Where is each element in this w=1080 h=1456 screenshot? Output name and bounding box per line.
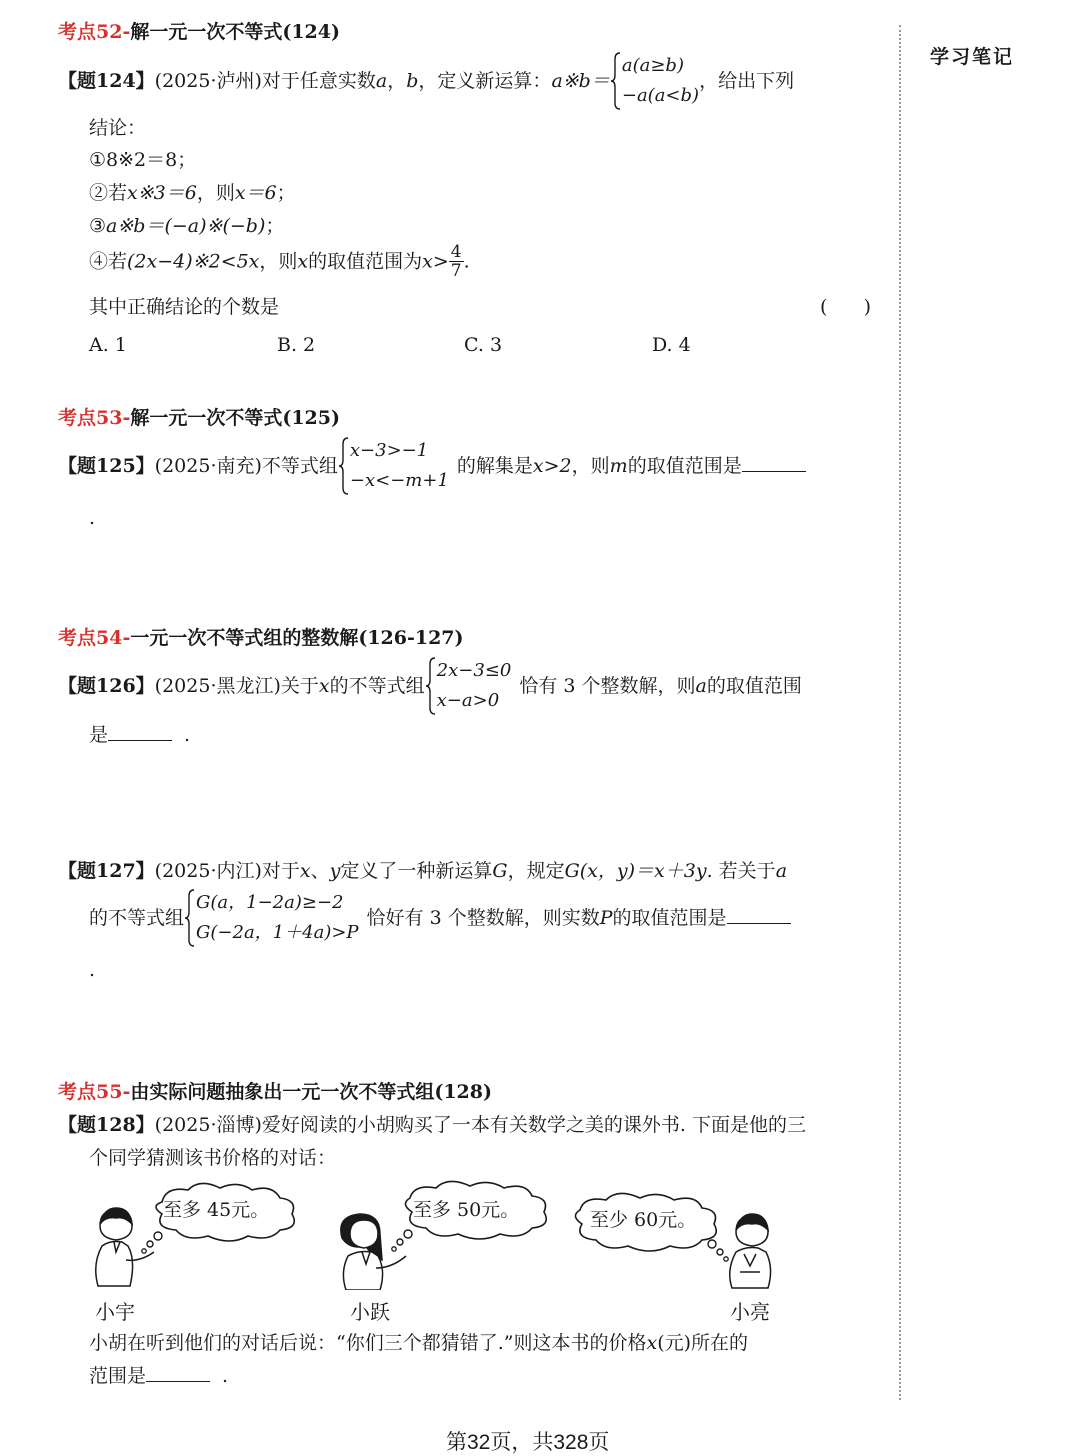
- q124-c4-a: ④若: [89, 250, 128, 273]
- q125-text-a: 不等式组: [261, 455, 338, 477]
- q128-number: 【题128】: [58, 1114, 155, 1136]
- q125-stem: [58, 436, 806, 496]
- q125-period: .: [89, 507, 96, 529]
- q124-frac-den: 7: [450, 261, 462, 281]
- q127-period: .: [89, 959, 96, 981]
- q124-option-a[interactable]: A. 1: [89, 334, 127, 356]
- q124-c2-b: x※3＝6: [127, 182, 197, 204]
- q128-var-x: x: [646, 1332, 658, 1354]
- q124-var-b: b: [406, 70, 419, 92]
- q127-line2-b: 恰好有 3 个整数解，则实数: [366, 907, 600, 929]
- q127-text-a: 对于: [261, 860, 300, 882]
- q125-text-b: 的解集是: [456, 455, 533, 477]
- q128-text-a: 爱好阅读的小胡购买了一本有关数学之美的课外书. 下面是他的三: [261, 1114, 806, 1136]
- q125-text-c: x>2: [532, 455, 572, 477]
- q127-text-c: ，规定: [507, 860, 565, 882]
- q127-line1: [58, 858, 787, 884]
- q126-text-c: 恰有 3 个整数解，则: [519, 675, 696, 697]
- q127-sep: 、: [310, 860, 330, 882]
- kp54-code: 考点54-: [58, 627, 131, 649]
- kp52-code: 考点52-: [58, 21, 131, 43]
- bubble2-text: 至多 50元。: [413, 1199, 520, 1221]
- q126-case2: x−a>0: [436, 690, 500, 711]
- q128-line3: [89, 1330, 748, 1356]
- q128-line4: [89, 1363, 228, 1389]
- q124-fraction: [449, 243, 464, 280]
- q126-stem: [58, 656, 802, 716]
- q126-text-b: 的不等式组: [329, 675, 425, 697]
- q125-answer-blank[interactable]: [742, 453, 806, 472]
- q124-conclusion-1: ①8※2＝8；: [89, 149, 197, 171]
- q125-brace: [338, 436, 350, 496]
- q127-line2-c: 的取值范围是: [612, 907, 727, 929]
- q124-frac-num: 4: [450, 242, 462, 262]
- q124-conclusion-3: [89, 213, 284, 239]
- q127-def: G(x，y)＝x＋3y: [564, 860, 707, 882]
- q126-var-x: x: [318, 675, 330, 697]
- q128-line1: [58, 1112, 806, 1138]
- q124-c2-e: ；: [276, 182, 296, 204]
- q124-conclusion-2: [89, 180, 296, 206]
- kp54-heading: [58, 625, 464, 651]
- q127-case2: G(−2a，1＋4a)>P: [196, 922, 359, 943]
- q126-brace: [425, 656, 437, 716]
- kid-xiaoyue-figure: [341, 1214, 406, 1290]
- q128-line4-b: .: [222, 1365, 229, 1387]
- q127-answer-blank[interactable]: [727, 905, 791, 924]
- q128-line3-a: 小胡在听到他们的对话后说：“你们三个都猜错了.”则这本书的价格: [89, 1332, 647, 1354]
- q124-c2-a: ②若: [89, 182, 128, 204]
- q127-case1: G(a，1−2a)≥−2: [196, 892, 344, 913]
- q126-cases: [425, 656, 512, 716]
- kp52-heading: [58, 19, 340, 45]
- kid-xiaoyu-figure: [96, 1208, 154, 1286]
- q128-line3-b: (元)所在的: [657, 1332, 749, 1354]
- q124-text-b: ，定义新运算：: [418, 70, 552, 92]
- q124-number: 【题124】: [58, 70, 155, 92]
- q126-text-d: 的取值范围: [706, 675, 802, 697]
- q126-line2-b: .: [184, 724, 191, 746]
- q124-var-a: a: [375, 70, 388, 92]
- q126-line2: [89, 722, 190, 748]
- q124-c3-b: a※b＝(−a)※(−b): [106, 215, 266, 237]
- q126-source: (2025·黑龙江): [154, 675, 281, 697]
- q124-c3-c: ；: [265, 215, 285, 237]
- bubble3-text: 至少 60元。: [590, 1209, 697, 1231]
- q126-case1: 2x−3≤0: [436, 660, 512, 681]
- q125-number: 【题125】: [58, 455, 155, 477]
- q124-text-a: 对于任意实数: [261, 70, 376, 92]
- q126-text-a: 关于: [280, 675, 319, 697]
- q127-var-a: a: [775, 860, 788, 882]
- kid-xiaoliang-figure: [730, 1214, 771, 1288]
- q127-text-d: . 若关于: [706, 860, 776, 882]
- kp55-heading: [58, 1079, 492, 1105]
- q124-c4-g: .: [463, 250, 470, 273]
- q127-cases: [184, 888, 359, 948]
- q124-c4-f: x>: [422, 250, 449, 273]
- q127-var-G: G: [492, 860, 508, 882]
- kp53-title: 解一元一次不等式(125): [130, 407, 340, 429]
- q128-line4-a: 范围是: [89, 1365, 147, 1387]
- kp55-title: 由实际问题抽象出一元一次不等式组(128): [130, 1081, 492, 1103]
- kp54-title: 一元一次不等式组的整数解(126-127): [130, 627, 464, 649]
- kp52-title: 解一元一次不等式(124): [130, 21, 340, 43]
- name-xiaoliang: 小亮: [730, 1300, 770, 1324]
- q125-var-m: m: [609, 455, 628, 477]
- q126-var-a: a: [695, 675, 707, 697]
- notes-divider: [899, 25, 901, 1400]
- q124-c4-e: 的取值范围为: [308, 250, 423, 273]
- q127-var-y: y: [329, 860, 341, 882]
- q124-c4-b: (2x−4)※2<5x: [127, 250, 260, 273]
- q127-var-P: P: [599, 907, 613, 929]
- q127-var-x: x: [299, 860, 311, 882]
- q124-comma: ，: [387, 70, 407, 92]
- q124-source: (2025·泸州): [154, 70, 262, 92]
- q127-line2-a: 的不等式组: [89, 907, 185, 929]
- q124-brace: [610, 51, 622, 111]
- q124-c2-d: x＝6: [234, 182, 277, 204]
- q127-brace: [184, 888, 196, 948]
- q128-answer-blank[interactable]: [146, 1363, 210, 1382]
- q125-case2: −x<−m+1: [349, 470, 449, 491]
- notes-title: 学习笔记: [930, 46, 1015, 68]
- q124-stem: [58, 51, 794, 111]
- name-xiaoyue: 小跃: [350, 1300, 390, 1324]
- kp55-code: 考点55-: [58, 1081, 131, 1103]
- q128-line2: 个同学猜测该书价格的对话：: [89, 1147, 337, 1169]
- q124-conclusion-4: [89, 243, 470, 287]
- page-number: 第32页，共328页: [446, 1431, 610, 1454]
- q125-text-f: 的取值范围是: [627, 455, 742, 477]
- q124-option-b[interactable]: B. 2: [277, 334, 316, 356]
- q125-cases: [338, 436, 449, 496]
- q125-case1: x−3>−1: [349, 440, 429, 461]
- name-xiaoyu: 小宇: [95, 1300, 135, 1324]
- q128-source: (2025·淄博): [154, 1114, 262, 1136]
- q126-number: 【题126】: [58, 675, 155, 697]
- q124-c3-a: ③: [89, 215, 107, 237]
- q124-case2: −a(a<b): [621, 85, 700, 106]
- kp53-heading: [58, 405, 340, 431]
- q125-text-d: ，则: [571, 455, 610, 477]
- q124-cases: [610, 51, 699, 111]
- q124-conclusion-label: 结论：: [89, 117, 147, 139]
- q124-option-d[interactable]: D. 4: [652, 334, 691, 356]
- q124-case1: a(a≥b): [621, 55, 684, 76]
- q124-c2-c: ，则: [196, 182, 235, 204]
- q124-c4-d: x: [297, 250, 309, 273]
- q124-text-c: ，给出下列: [699, 70, 795, 92]
- q124-answer-paren: ( ): [820, 296, 872, 318]
- q127-source: (2025·内江): [154, 860, 262, 882]
- q127-number: 【题127】: [58, 860, 155, 882]
- q124-question: 其中正确结论的个数是: [89, 296, 280, 318]
- q125-source: (2025·南充): [154, 455, 262, 477]
- q124-c4-c: ，则: [259, 250, 298, 273]
- q126-answer-blank[interactable]: [108, 722, 172, 741]
- kp53-code: 考点53-: [58, 407, 131, 429]
- q127-line2: [89, 888, 791, 948]
- q124-lhs: a※b＝: [551, 70, 610, 92]
- q124-option-c[interactable]: C. 3: [464, 334, 503, 356]
- bubble1-text: 至多 45元。: [163, 1199, 270, 1221]
- q127-text-b: 定义了一种新运算: [340, 860, 493, 882]
- q126-line2-a: 是: [89, 724, 109, 746]
